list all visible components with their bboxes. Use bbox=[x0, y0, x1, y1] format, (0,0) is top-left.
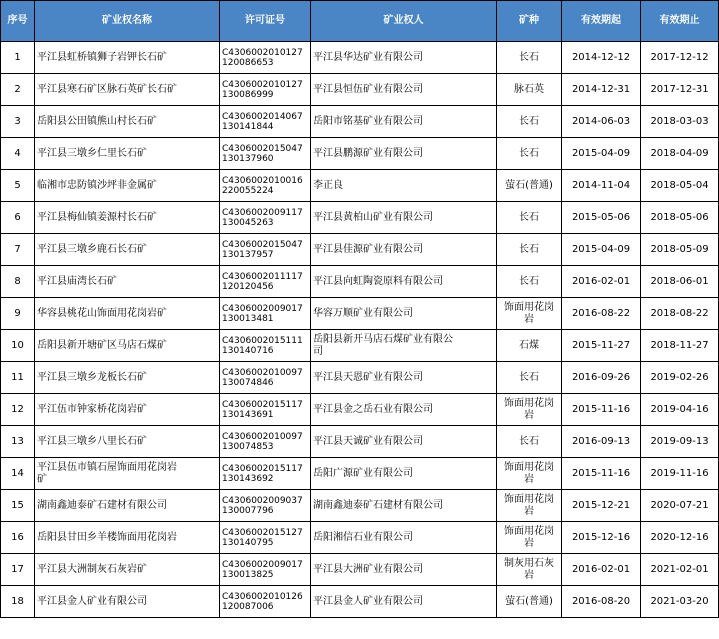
cell-license: C4306002009117 130045263 bbox=[220, 202, 311, 234]
cell-no: 8 bbox=[1, 266, 35, 298]
cell-license: C4306002010127 120086653 bbox=[220, 42, 311, 74]
header-mineral: 矿种 bbox=[497, 1, 562, 42]
table-row bbox=[1, 426, 719, 458]
table-row bbox=[1, 138, 719, 170]
header-no: 序号 bbox=[1, 1, 35, 42]
cell-no: 13 bbox=[1, 426, 35, 458]
cell-no: 2 bbox=[1, 74, 35, 106]
cell-start: 2015-12-21 bbox=[562, 490, 641, 522]
cell-no: 4 bbox=[1, 138, 35, 170]
cell-mineral: 长石 bbox=[497, 426, 562, 458]
cell-holder: 李正良 bbox=[311, 170, 497, 202]
header-license: 许可证号 bbox=[220, 1, 311, 42]
cell-mineral: 饰面用花岗 岩 bbox=[497, 458, 562, 490]
cell-start: 2015-04-09 bbox=[562, 234, 641, 266]
table-row bbox=[1, 42, 719, 74]
cell-start: 2015-12-16 bbox=[562, 522, 641, 554]
cell-end: 2019-04-16 bbox=[641, 394, 719, 426]
cell-end: 2018-04-09 bbox=[641, 138, 719, 170]
cell-end: 2018-05-04 bbox=[641, 170, 719, 202]
cell-mineral: 萤石(普通) bbox=[497, 586, 562, 618]
cell-holder: 岳阳湘信石业有限公司 bbox=[311, 522, 497, 554]
cell-start: 2015-04-09 bbox=[562, 138, 641, 170]
cell-end: 2019-02-26 bbox=[641, 362, 719, 394]
header-end: 有效期止 bbox=[641, 1, 719, 42]
cell-start: 2015-11-16 bbox=[562, 458, 641, 490]
cell-holder: 岳阳广源矿业有限公司 bbox=[311, 458, 497, 490]
cell-name: 临湘市忠防镇沙坪非金属矿 bbox=[35, 170, 220, 202]
table-row bbox=[1, 330, 719, 362]
cell-license: C4306002015127 130140795 bbox=[220, 522, 311, 554]
cell-mineral: 长石 bbox=[497, 106, 562, 138]
cell-end: 2021-02-01 bbox=[641, 554, 719, 586]
header-name: 矿业权名称 bbox=[35, 1, 220, 42]
cell-holder: 平江县金之岳石业有限公司 bbox=[311, 394, 497, 426]
cell-license: C4306002011117 120120456 bbox=[220, 266, 311, 298]
cell-mineral: 萤石(普通) bbox=[497, 170, 562, 202]
cell-end: 2020-12-16 bbox=[641, 522, 719, 554]
cell-end: 2020-07-21 bbox=[641, 490, 719, 522]
cell-mineral: 脉石英 bbox=[497, 74, 562, 106]
cell-holder: 平江县天恩矿业有限公司 bbox=[311, 362, 497, 394]
table-row bbox=[1, 586, 719, 618]
cell-mineral: 长石 bbox=[497, 42, 562, 74]
cell-holder: 平江县金人矿业有限公司 bbox=[311, 586, 497, 618]
cell-start: 2016-09-26 bbox=[562, 362, 641, 394]
cell-end: 2019-09-13 bbox=[641, 426, 719, 458]
cell-name: 岳阳县公田镇熊山村长石矿 bbox=[35, 106, 220, 138]
cell-name: 华容县桃花山饰面用花岗岩矿 bbox=[35, 298, 220, 330]
cell-end: 2018-05-06 bbox=[641, 202, 719, 234]
cell-end: 2018-11-27 bbox=[641, 330, 719, 362]
cell-no: 1 bbox=[1, 42, 35, 74]
cell-name: 湖南鑫迪泰矿石建材有限公司 bbox=[35, 490, 220, 522]
cell-mineral: 饰面用花岗 岩 bbox=[497, 298, 562, 330]
cell-no: 7 bbox=[1, 234, 35, 266]
cell-end: 2021-03-20 bbox=[641, 586, 719, 618]
cell-name: 平江县梅仙镇姜源村长石矿 bbox=[35, 202, 220, 234]
table-row bbox=[1, 202, 719, 234]
cell-name: 平江县伍市镇石屋饰面用花岗岩 矿 bbox=[35, 458, 220, 490]
cell-name: 平江县庙湾长石矿 bbox=[35, 266, 220, 298]
cell-mineral: 饰面用花岗 岩 bbox=[497, 394, 562, 426]
cell-start: 2015-11-16 bbox=[562, 394, 641, 426]
table-row bbox=[1, 362, 719, 394]
cell-holder: 湖南鑫迪泰矿石建材有限公司 bbox=[311, 490, 497, 522]
cell-no: 10 bbox=[1, 330, 35, 362]
cell-mineral: 长石 bbox=[497, 138, 562, 170]
header-holder: 矿业权人 bbox=[311, 1, 497, 42]
cell-license: C4306002010097 130074853 bbox=[220, 426, 311, 458]
cell-mineral: 长石 bbox=[497, 234, 562, 266]
cell-holder: 平江县大洲矿业有限公司 bbox=[311, 554, 497, 586]
cell-license: C4306002009017 130013825 bbox=[220, 554, 311, 586]
cell-name: 岳阳县甘田乡羊楼饰面用花岗岩 bbox=[35, 522, 220, 554]
cell-start: 2016-09-13 bbox=[562, 426, 641, 458]
cell-name: 平江县三墩乡仁里长石矿 bbox=[35, 138, 220, 170]
cell-start: 2014-06-03 bbox=[562, 106, 641, 138]
cell-no: 15 bbox=[1, 490, 35, 522]
cell-no: 17 bbox=[1, 554, 35, 586]
cell-start: 2014-12-31 bbox=[562, 74, 641, 106]
cell-end: 2018-08-22 bbox=[641, 298, 719, 330]
cell-start: 2015-05-06 bbox=[562, 202, 641, 234]
cell-mineral: 饰面用花岗 岩 bbox=[497, 522, 562, 554]
table-row bbox=[1, 266, 719, 298]
cell-holder: 平江县佳源矿业有限公司 bbox=[311, 234, 497, 266]
cell-name: 平江县寒石矿区脉石英矿长石矿 bbox=[35, 74, 220, 106]
cell-name: 平江县三墩乡鹿石长石矿 bbox=[35, 234, 220, 266]
cell-name: 平江县金人矿业有限公司 bbox=[35, 586, 220, 618]
cell-no: 11 bbox=[1, 362, 35, 394]
cell-name: 平江县虹桥镇狮子岩钾长石矿 bbox=[35, 42, 220, 74]
table-row bbox=[1, 106, 719, 138]
table-row bbox=[1, 170, 719, 202]
cell-no: 14 bbox=[1, 458, 35, 490]
cell-start: 2014-12-12 bbox=[562, 42, 641, 74]
cell-license: C4306002015047 130137960 bbox=[220, 138, 311, 170]
cell-license: C4306002014067 130141844 bbox=[220, 106, 311, 138]
table-row bbox=[1, 394, 719, 426]
cell-name: 平江县大洲制灰石灰岩矿 bbox=[35, 554, 220, 586]
cell-license: C4306002015047 130137957 bbox=[220, 234, 311, 266]
cell-holder: 平江县天诚矿业有限公司 bbox=[311, 426, 497, 458]
cell-name: 平江伍市钟家桥花岗岩矿 bbox=[35, 394, 220, 426]
cell-end: 2018-05-09 bbox=[641, 234, 719, 266]
cell-no: 12 bbox=[1, 394, 35, 426]
cell-mineral: 长石 bbox=[497, 362, 562, 394]
cell-mineral: 饰面用花岗 岩 bbox=[497, 490, 562, 522]
cell-end: 2017-12-31 bbox=[641, 74, 719, 106]
cell-holder: 平江县向虹陶瓷原料有限公司 bbox=[311, 266, 497, 298]
cell-license: C4306002009037 130007796 bbox=[220, 490, 311, 522]
cell-holder: 平江县鹏源矿业有限公司 bbox=[311, 138, 497, 170]
cell-name: 岳阳县新开塘矿区马店石煤矿 bbox=[35, 330, 220, 362]
table-row bbox=[1, 74, 719, 106]
cell-holder: 岳阳县新开马店石煤矿业有限公 司 bbox=[311, 330, 497, 362]
cell-holder: 平江县黄柏山矿业有限公司 bbox=[311, 202, 497, 234]
cell-start: 2016-02-01 bbox=[562, 266, 641, 298]
cell-name: 平江县三墩乡龙板长石矿 bbox=[35, 362, 220, 394]
table-row bbox=[1, 458, 719, 490]
cell-no: 3 bbox=[1, 106, 35, 138]
cell-license: C4306002009017 130013481 bbox=[220, 298, 311, 330]
cell-name: 平江县三墩乡八里长石矿 bbox=[35, 426, 220, 458]
cell-holder: 平江县恒伍矿业有限公司 bbox=[311, 74, 497, 106]
cell-no: 18 bbox=[1, 586, 35, 618]
cell-mineral: 长石 bbox=[497, 266, 562, 298]
table-row bbox=[1, 234, 719, 266]
cell-start: 2016-02-01 bbox=[562, 554, 641, 586]
cell-holder: 华容万顺矿业有限公司 bbox=[311, 298, 497, 330]
cell-license: C4306002010126 120087006 bbox=[220, 586, 311, 618]
cell-mineral: 制灰用石灰 岩 bbox=[497, 554, 562, 586]
cell-start: 2015-11-27 bbox=[562, 330, 641, 362]
cell-no: 5 bbox=[1, 170, 35, 202]
cell-license: C4306002010097 130074846 bbox=[220, 362, 311, 394]
cell-mineral: 石煤 bbox=[497, 330, 562, 362]
cell-no: 9 bbox=[1, 298, 35, 330]
cell-end: 2018-03-03 bbox=[641, 106, 719, 138]
cell-no: 16 bbox=[1, 522, 35, 554]
table-row bbox=[1, 554, 719, 586]
header-start: 有效期起 bbox=[562, 1, 641, 42]
cell-end: 2017-12-12 bbox=[641, 42, 719, 74]
cell-license: C4306002015117 130143692 bbox=[220, 458, 311, 490]
cell-start: 2014-11-04 bbox=[562, 170, 641, 202]
cell-license: C4306002015111 130140716 bbox=[220, 330, 311, 362]
cell-holder: 平江县华达矿业有限公司 bbox=[311, 42, 497, 74]
table-row bbox=[1, 522, 719, 554]
cell-license: C4306002010016 220055224 bbox=[220, 170, 311, 202]
cell-mineral: 长石 bbox=[497, 202, 562, 234]
cell-holder: 岳阳市铭基矿业有限公司 bbox=[311, 106, 497, 138]
cell-no: 6 bbox=[1, 202, 35, 234]
cell-end: 2019-11-16 bbox=[641, 458, 719, 490]
cell-start: 2016-08-20 bbox=[562, 586, 641, 618]
cell-license: C4306002010127 130086999 bbox=[220, 74, 311, 106]
table-row bbox=[1, 490, 719, 522]
header-row bbox=[1, 1, 719, 42]
cell-license: C4306002015117 130143691 bbox=[220, 394, 311, 426]
cell-start: 2016-08-22 bbox=[562, 298, 641, 330]
cell-end: 2018-06-01 bbox=[641, 266, 719, 298]
table-row bbox=[1, 298, 719, 330]
